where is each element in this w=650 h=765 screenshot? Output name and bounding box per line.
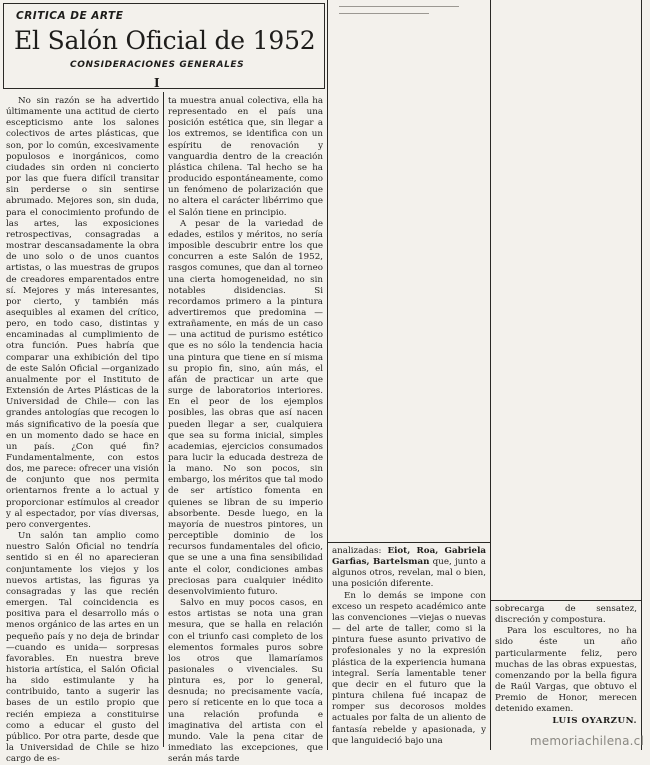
- article-column-4: [495, 604, 637, 739]
- paragraph: En lo demás se impone con exceso un respeto académico ante las convenciones —viejas o nuevas— del arte de taller, como si la pintura fuese asunto privativo de profesionales y no la expresión plástica de la experiencia humana integral. Sería lamentable tener que decir en el futuro que la pintura chilena fué incapaz de romper sus decorosos moldes actuales por falta de un aliento de fantasía rebelde y apasionada, y que languideció bajo una: [332, 590, 486, 746]
- column-rule-2: [327, 0, 328, 750]
- lead-rest: que, junto a algunos otros, revelan, mal o bien, una posición diferente.: [332, 557, 486, 590]
- paragraph: Salvo en muy pocos casos, en estos artistas se nota una gran mesura, que se halla en relación con el triunfo casi completo de los elementos formales puros sobre los otros que llamaríamos pasionales o vivenciales. Su pintura es, por lo general, desnuda; no precisamente vacía, pero sí reticente en lo que toca a una relación profunda e imaginativa del artista con el mundo. Vale la pena citar de inmediato las excepciones, que serán más tarde: [168, 598, 323, 765]
- article-column-3: [332, 546, 486, 748]
- paragraph: [332, 546, 486, 591]
- paragraph: Para los escultores, no ha sido éste un año particularmente feliz, pero muchas de las obras expuestas, comenzando por la bella figura de Raúl Vargas, que obtuvo el Premio de Honor, merecen detenido examen.: [495, 626, 637, 715]
- paragraph: Un salón tan amplio como nuestro Salón Oficial no tendría sentido si en él no aparecieran conjuntamente los viejos y los nuevos artistas, las figuras ya consagradas y las que recién emergen. Tal coincidencia es positiva para el desarrollo más o menos orgánico de las artes en un pequeño país y no deja de brindar —cuando es unida— sorpresas favorables. En nuestra breve historia artística, el Salón Oficial ha sido estimulante y ha contribuido, tanto a sugerir las bases de un estilo propio que recién empieza a constituirse como a educar el gusto del público. Por otra parte, desde que la Universidad de Chile se hizo cargo de es-: [6, 531, 159, 765]
- clipping-edge-3: [328, 542, 490, 543]
- section-kicker: CRITICA DE ARTE: [16, 10, 124, 22]
- source-watermark: memoriachilena.cl: [529, 734, 644, 748]
- paragraph: ta muestra anual colectiva, ella ha representado en el país una posición estética que, sin llegar a los extremos, se identifica con un espíritu de renovación y vanguardia dentro de la creación plástica chilena. Tal hecho se ha producido espontáneamente, como un fenómeno de polarización que no altera el carácter libérrimo que el Salón tiene en principio.: [168, 96, 323, 218]
- column-rule-1: [163, 92, 164, 747]
- author-signature: LUIS OYARZUN.: [552, 715, 637, 726]
- article-title: El Salón Oficial de 1952: [14, 26, 316, 55]
- column-rule-4: [641, 0, 642, 750]
- clipping-edge-4: [491, 600, 641, 601]
- column-rule-3: [490, 0, 491, 750]
- paragraph: A pesar de la variedad de edades, estilos y méritos, no sería imposible descubrir entre los que concurren a este Salón de 1952, rasgos comunes, que dan al torneo una cierta homogeneidad, no sin notables disidencias. Si recordamos primero a la pintura advertiremos que predomina —extrañamente, en más de un caso— una actitud de purismo estético que es no sólo la tendencia hacia una pintura que tiene en sí misma su propio fin, sino, aún más, el afán de practicar un arte que surge de laboratorios interiores. En el peor de los ejemplos posibles, las obras que así nacen pueden llegar a ser, cualquiera que sea su forma inicial, simples academias, ejercicios consumados para lucir la educada destreza de la mano. No son pocos, sin embargo, los méritos que tal modo de ser artístico fomenta en quienes se libran de su imperio absorbente. Desde luego, en la mayoría de nuestros pintores, un perceptible dominio de los recursos fundamentales del oficio, que se une a una fina sensibilidad ante el color, condiciones ambas preciosas para cualquier inédito desenvolvimiento futuro.: [168, 218, 323, 597]
- article-column-2: [168, 96, 323, 765]
- lead-text: analizadas:: [332, 546, 388, 556]
- illegible-fragment: [335, 0, 475, 150]
- paragraph: No sin razón se ha advertido últimamente una actitud de cierto escepticismo ante los salones colectivos de artes plásticas, que son, por lo común, excesivamente populosos e inorgánicos, como ciudades sin orden ni concierto por las que fuera difícil transitar sin perderse o sin sentirse abrumado. Mejores son, sin duda, para el conocimiento profundo de las artes, las exposiciones retrospectivas, consagradas a mostrar descansadamente la obra de uno solo o de unos cuantos artistas, o las muestras de grupos de creadores emparentados entre sí. Mejores y más interesantes, por cierto, y también más asequibles al examen del crítico, pero, en todo caso, distintas y encaminadas al cumplimiento de otra función. Pues habría que comparar una exhibición del tipo de este Salón Oficial —organizado anualmente por el Instituto de Extensión de Artes Plásticas de la Universidad de Chile— con las grandes antologías que recogen lo más significativo de la poesía que en un momento dado se hace en un país. ¿Con qué fin? Fundamentalmente, con estos dos, me parece: ofrecer una visión de conjunto que nos permita orientarnos frente a lo actual y proporcionar estímulos al creador y al espectador, por vías diversas, pero convergentes.: [6, 96, 159, 530]
- paragraph: sobrecarga de sensatez, discreción y compostura.: [495, 604, 637, 626]
- article-header: [3, 3, 325, 89]
- article-column-1: [6, 96, 159, 765]
- article-subtitle: CONSIDERACIONES GENERALES: [70, 60, 245, 70]
- part-numeral: I: [154, 76, 160, 90]
- artist-names: Eiot, Roa, Gabriela Garfias, Bartelsman: [332, 546, 487, 568]
